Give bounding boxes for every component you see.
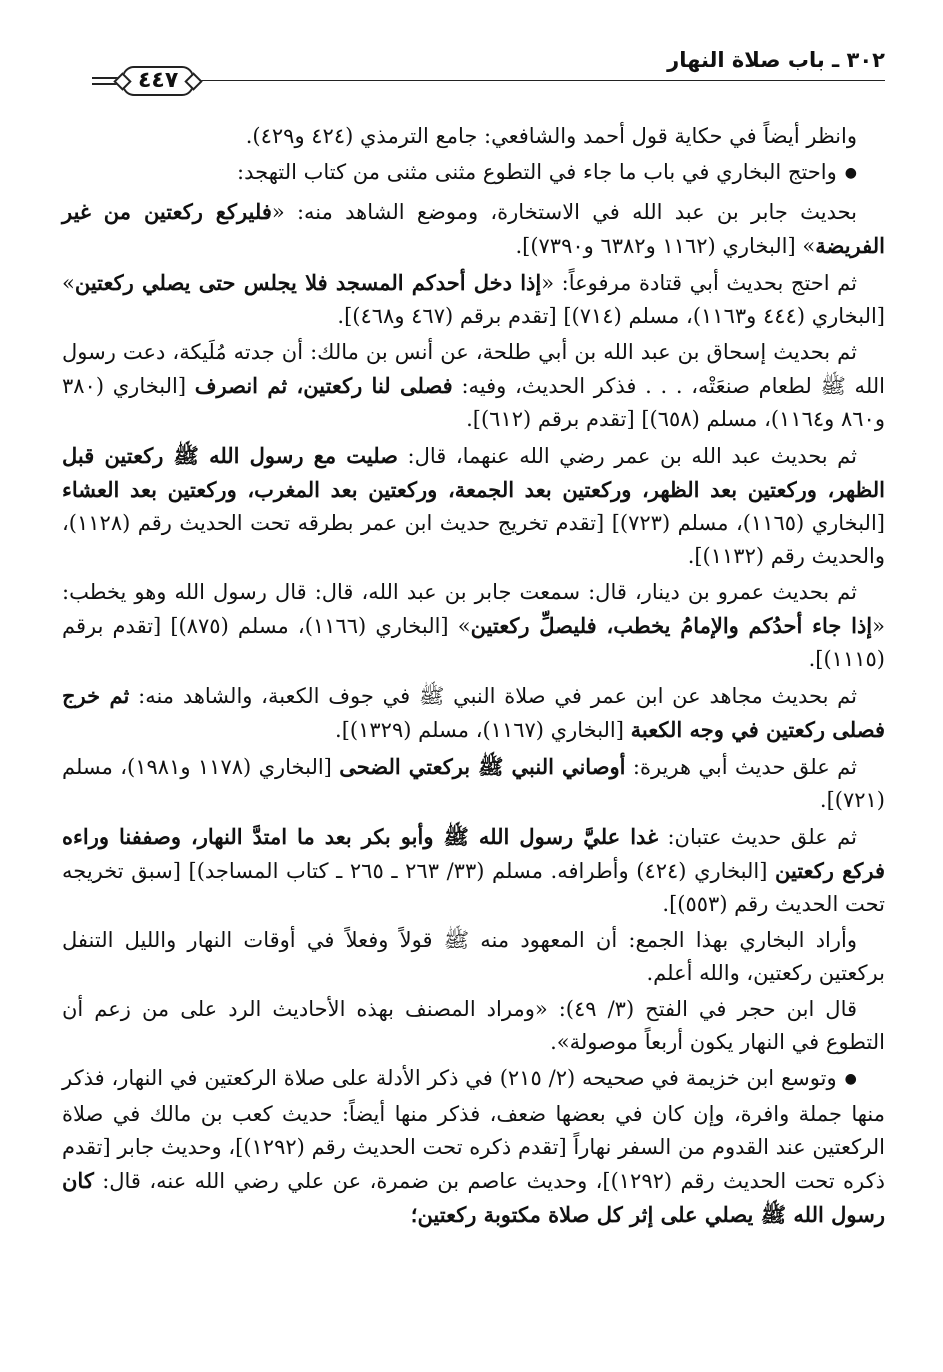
paragraph-text: قال ابن حجر في الفتح (٣/ ٤٩): «ومراد المصنف بهذه الأحاديث الرد على من زعم أن التطوع في النهار يكون أربعاً موصولة». (62, 997, 885, 1054)
paragraph-text: [البخاري (٣٨٠ و٨٦٠ و١١٦٤)، مسلم (٦٥٨)] [تقدم برقم (٦١٢)]. (62, 374, 885, 431)
hadith-quote: فصلى لنا ركعتين، ثم انصرف (194, 373, 453, 398)
paragraph-text: ثم علق حديث أبي هريرة: (625, 755, 857, 779)
paragraph (62, 336, 885, 439)
paragraph (62, 120, 885, 156)
paragraph (62, 750, 885, 820)
header-rule (90, 80, 885, 81)
hadith-quote: إذا دخل أحدكم المسجد فلا يجلس حتى يصلي ركعتين (74, 270, 542, 295)
page-number: ٤٤٧ (122, 66, 194, 96)
hadith-quote: غدا عليَّ رسول الله ﷺ وأبو بكر بعد ما امتدَّ النهار، وصففنا وراءه فركع ركعتين (62, 824, 885, 883)
paragraph-text: » [البخاري (١١٦٦)، مسلم (٨٧٥)] [تقدم برقم (١١١٥)]. (62, 614, 885, 671)
running-title: ٣٠٢ ـ باب صلاة النهار (667, 48, 885, 72)
paragraph (62, 195, 885, 266)
paragraph-text: واحتج البخاري في باب ما جاء في التطوع مثنى مثنى من كتاب التهجد: (237, 160, 837, 184)
paragraph (62, 820, 885, 924)
paragraph (62, 439, 885, 576)
hadith-quote: فليركع ركعتين من غير الفريضة (62, 199, 885, 258)
hadith-quote: كان رسول الله ﷺ يصلي على إثر كل صلاة مكتوبة ركعتين؛ (62, 1168, 885, 1227)
paragraph-text: ثم بحديث مجاهد عن ابن عمر في صلاة النبي ﷺ في جوف الكعبة، والشاهد منه: (129, 684, 857, 708)
paragraph-text: [البخاري (١١٦٥)، مسلم (٧٢٣)] [تقدم تخريج حديث ابن عمر بطرقه تحت الحديث رقم (١١٢٨)، والحديث رقم (١١٣٢)]. (62, 511, 885, 568)
paragraph-text: بحديث جابر بن عبد الله في الاستخارة، وموضع الشاهد منه: « (271, 200, 857, 224)
paragraph-text: [البخاري (٤٢٤) وأطرافه. مسلم (٣٣/ ٢٦٣ ـ ٢٦٥ ـ كتاب المساجد)] [سبق تخريجه تحت الحديث رقم (٥٥٣)]. (62, 859, 885, 916)
hadith-quote: أوصاني النبي ﷺ بركعتي الضحى (339, 754, 626, 779)
paragraph-text: » [البخاري (٤٤٤ و١١٦٣)، مسلم (٧١٤)] [تقدم برقم (٤٦٧ و٤٦٨)]. (62, 271, 885, 328)
paragraph (62, 679, 885, 750)
paragraph-text: ثم علق حديث عتبان: (658, 825, 857, 849)
paragraph-text: وأراد البخاري بهذا الجمع: أن المعهود منه ﷺ قولاً وفعلاً في أوقات النهار والليل التنفل بركعتين ركعتين، والله أعلم. (62, 928, 885, 985)
paragraph-text: ثم احتج بحديث أبي قتادة مرفوعاً: « (541, 271, 857, 295)
paragraph-text: ثم بحديث عبد الله بن عمر رضي الله عنهما، قال: (398, 444, 857, 468)
hadith-quote: إذا جاء أحدُكم والإمامُ يخطب، فليصلِّ ركعتين (470, 613, 873, 638)
body-text (62, 120, 885, 1235)
paragraph (62, 1062, 885, 1235)
paragraph-text: وتوسع ابن خزيمة في صحيحه (٢/ ٢١٥) في ذكر الأدلة على صلاة الركعتين في النهار، فذكر منها جملة وافرة، وإن كان في بعضها ضعف، فذكر منها أيضاً: حديث كعب بن مالك في صلاة الركعتين عند القدوم من السفر نهاراً [تقدم ذكره تحت الحديث رقم (١٢٩٢)]، وحديث جابر [تقدم ذكره تحت الحديث رقم (١٢٩٢)]، وحديث عاصم بن ضمرة، عن علي رضي الله عنه، قال: (62, 1066, 885, 1193)
paragraph-text: وانظر أيضاً في حكاية قول أحمد والشافعي: جامع الترمذي (٤٢٤ و٤٢٩). (245, 124, 857, 148)
hadith-quote: ثم خرج فصلى ركعتين في وجه الكعبة (62, 683, 885, 742)
paragraph-text: ثم بحديث إسحاق بن عبد الله بن أبي طلحة، عن أنس بن مالك: أن جدته مُلَيكة، دعت رسول الله ﷺ لطعام صنعَتْه، . . . فذكر الحديث، وفيه: (62, 340, 885, 398)
paragraph (62, 576, 885, 679)
paragraph-text: [البخاري (١١٦٧)، مسلم (١٣٢٩)]. (335, 718, 631, 742)
hadith-quote: صليت مع رسول الله ﷺ ركعتين قبل الظهر، وركعتين بعد الظهر، وركعتين بعد الجمعة، وركعتين بعد المغرب، وركعتين بعد العشاء (62, 443, 885, 502)
paragraph-text: ثم بحديث عمرو بن دينار، قال: سمعت جابر بن عبد الله، قال: قال رسول الله وهو يخطب: « (62, 580, 885, 638)
paragraph (62, 924, 885, 993)
page-number-ornament (88, 66, 198, 96)
paragraph-text: [البخاري (١١٧٨ و١٩٨١)، مسلم (٧٢١)]. (62, 755, 885, 812)
paragraph (62, 156, 885, 195)
paragraph (62, 993, 885, 1062)
paragraph (62, 266, 885, 336)
paragraph-text: » [البخاري (١١٦٢ و٦٣٨٢ و٧٣٩٠)]. (515, 234, 816, 258)
